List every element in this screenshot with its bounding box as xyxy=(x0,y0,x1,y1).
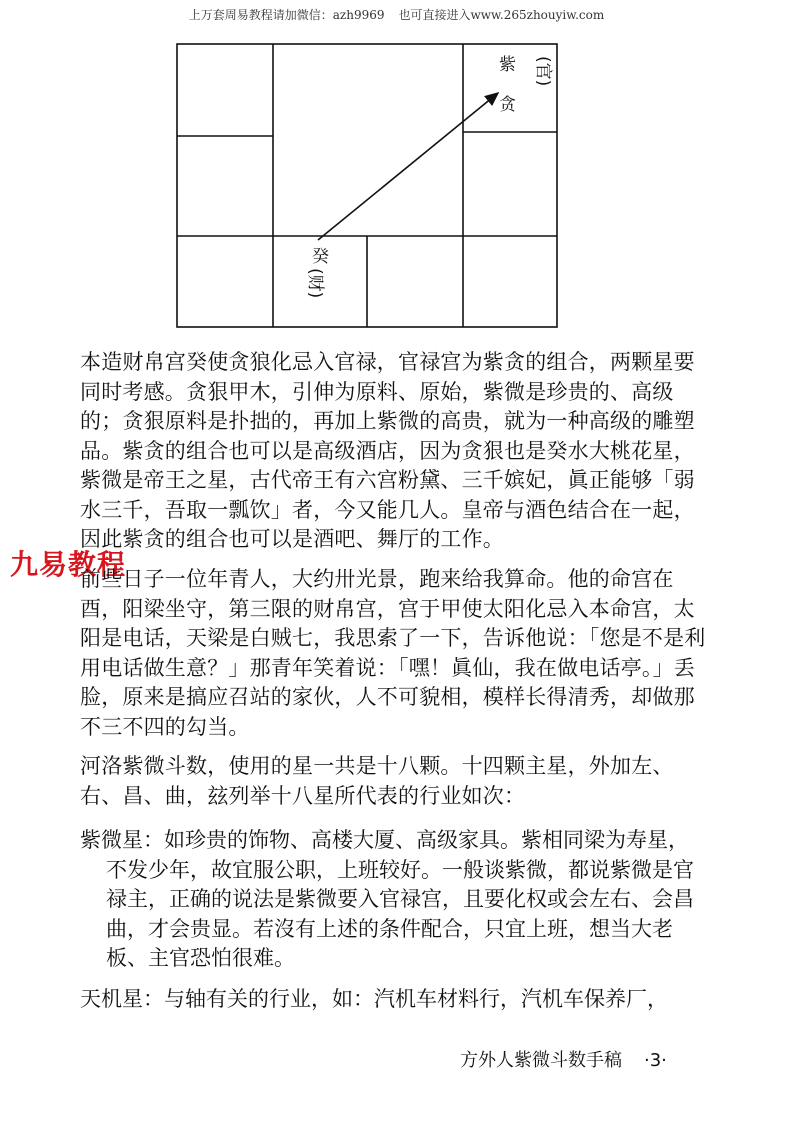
item-continuation: 不发少年，故宜服公职，上班较好。一般谈紫微，都说紫微是官禄主，正确的说法是紫微要入官禄宫，且要化权或会左右、会昌曲，才会贵显。若沒有上述的条件配合，只宜上班，想当大老板、主官恐怕很难。 xyxy=(106,857,694,970)
star-zi-label: 紫 xyxy=(499,55,516,75)
paragraph-3: 河洛紫微斗数，使用的星一共是十八颗。十四颗主星，外加左、右、昌、曲，玆列举十八星所代表的行业如次： xyxy=(80,754,674,808)
watermark-logo: 九易教程 xyxy=(10,548,127,581)
page-footer xyxy=(460,1046,667,1072)
header-wechat: 上万套周易教程请加微信：azh9969 xyxy=(188,8,385,22)
item-lead: 天机星： xyxy=(80,987,164,1011)
chart-grid xyxy=(177,44,557,327)
page-number: ·3· xyxy=(644,1050,667,1071)
star-tan-label: 贪 xyxy=(499,95,516,115)
footer-title: 方外人紫微斗数手稿 xyxy=(460,1050,622,1071)
item-first-line: 如珍贵的饰物、高楼大厦、高级家具。紫相同梁为寿星， xyxy=(164,828,689,852)
paragraph-1: 本造财帛宫癸使贪狼化忌入官禄，官禄宫为紫贪的组合，两颗星要同时考感。贪狠甲木，引伸为原料、原始，紫微是珍贵的、高级的；贪狠原料是扑拙的，再加上紫微的高贵，就为一种高级的雕塑品。紫贪的组合也可以是高级酒店，因为贪狠也是癸水大桃花星，紫微是帝王之星，古代帝王有六宫粉黛、三千嫔妃，眞正能够「弱水三千，吾取一瓢饮」者，今又能几人。皇帝与酒色结合在一起，因此紫贪的组合也可以是酒吧、舞厅的工作。 xyxy=(80,350,695,551)
paragraph-2: 前些日子一位年青人，大约卅光景，跑来给我算命。他的命宫在酉，阳梁坐守，第三限的财帛宫，宫于甲使太阳化忌入本命宫，太阳是电话，天梁是白贼七，我思索了一下，告诉他说：「您是不是利用电话做生意？」那青年笑着说：「嘿！眞仙，我在做电话亭。」丢脸，原来是搞应召站的家伙，人不可貌相，模样长得清秀，却做那不三不四的勾当。 xyxy=(80,567,706,739)
list-item-tianji xyxy=(80,985,710,1015)
header-website: 也可直接进入www.265zhouyiw.com xyxy=(398,8,605,22)
palace-cai-label: (财) xyxy=(305,268,325,299)
transformation-arrow xyxy=(318,93,498,240)
item-lead: 紫微星： xyxy=(80,828,164,852)
stem-gui-label: 癸 xyxy=(312,247,329,267)
list-item-ziwei xyxy=(80,826,710,974)
palace-guan-label: (官) xyxy=(533,56,553,87)
palace-chart xyxy=(0,0,793,340)
item-first-line: 与轴有关的行业，如：汽机车材料行，汽机车保养厂， xyxy=(164,987,668,1011)
